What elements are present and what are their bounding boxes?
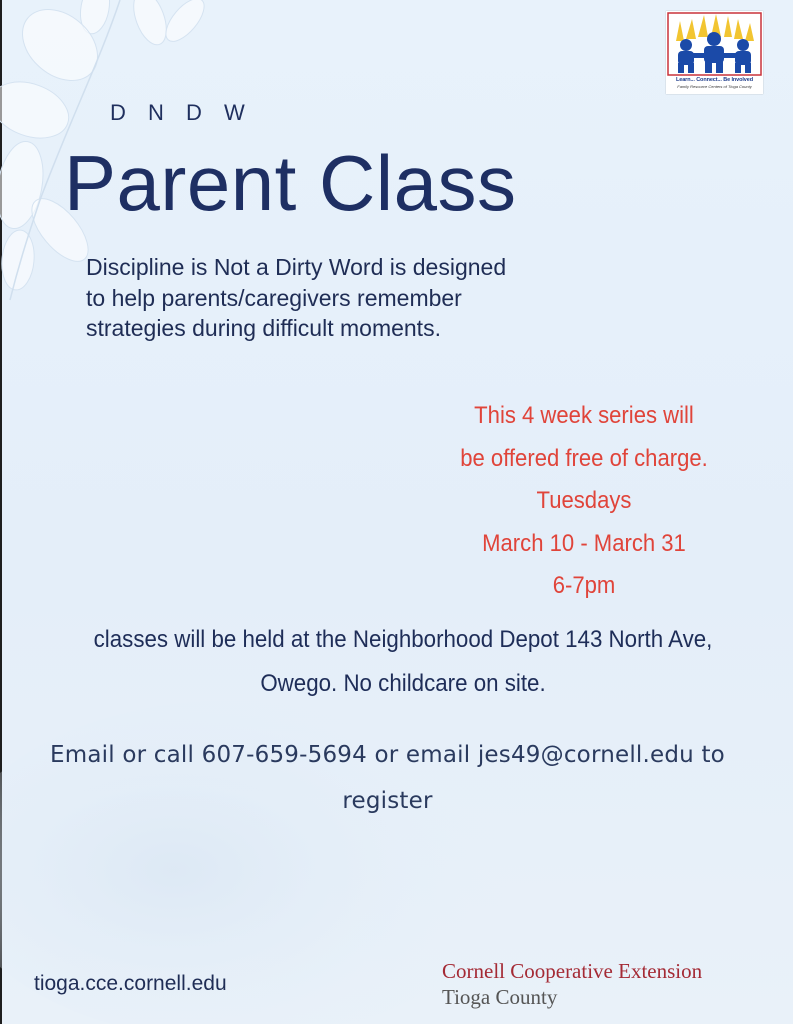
contact-line: register [342, 788, 433, 814]
cce-name: Cornell Cooperative Extension [442, 959, 703, 983]
details-line: be offered free of charge. [460, 444, 708, 472]
contact-line: Email or call 607-659-5694 or email jes49@cornell.edu to [50, 742, 725, 768]
cce-wordmark [442, 958, 702, 1010]
contact-info [0, 732, 775, 824]
location-info [36, 618, 771, 706]
logo-subline: Family Resource Centers of Tioga County [677, 84, 752, 89]
details-line: 6-7pm [552, 572, 616, 599]
cce-county: Tioga County [442, 985, 558, 1009]
website-url: tioga.cce.cornell.edu [34, 972, 227, 995]
schedule-details [437, 395, 731, 608]
details-line: Tuesdays [536, 487, 632, 514]
details-line: This 4 week series will [474, 402, 694, 429]
logo-tagline: Learn... Connect... Be Involved [676, 77, 753, 83]
program-acronym: D N D W [110, 100, 253, 125]
location-line: classes will be held at the Neighborhood Depot 143 North Ave, [93, 626, 713, 653]
location-line: Owego. No childcare on site. [260, 670, 546, 697]
class-description: Discipline is Not a Dirty Word is designed to help parents/caregivers remember strategies during difficult moments. [86, 254, 507, 341]
family-resource-centers-logo [666, 11, 763, 94]
paper-family-icon [666, 11, 763, 77]
page-title: Parent Class [64, 139, 517, 227]
details-line: March 10 - March 31 [482, 529, 686, 557]
